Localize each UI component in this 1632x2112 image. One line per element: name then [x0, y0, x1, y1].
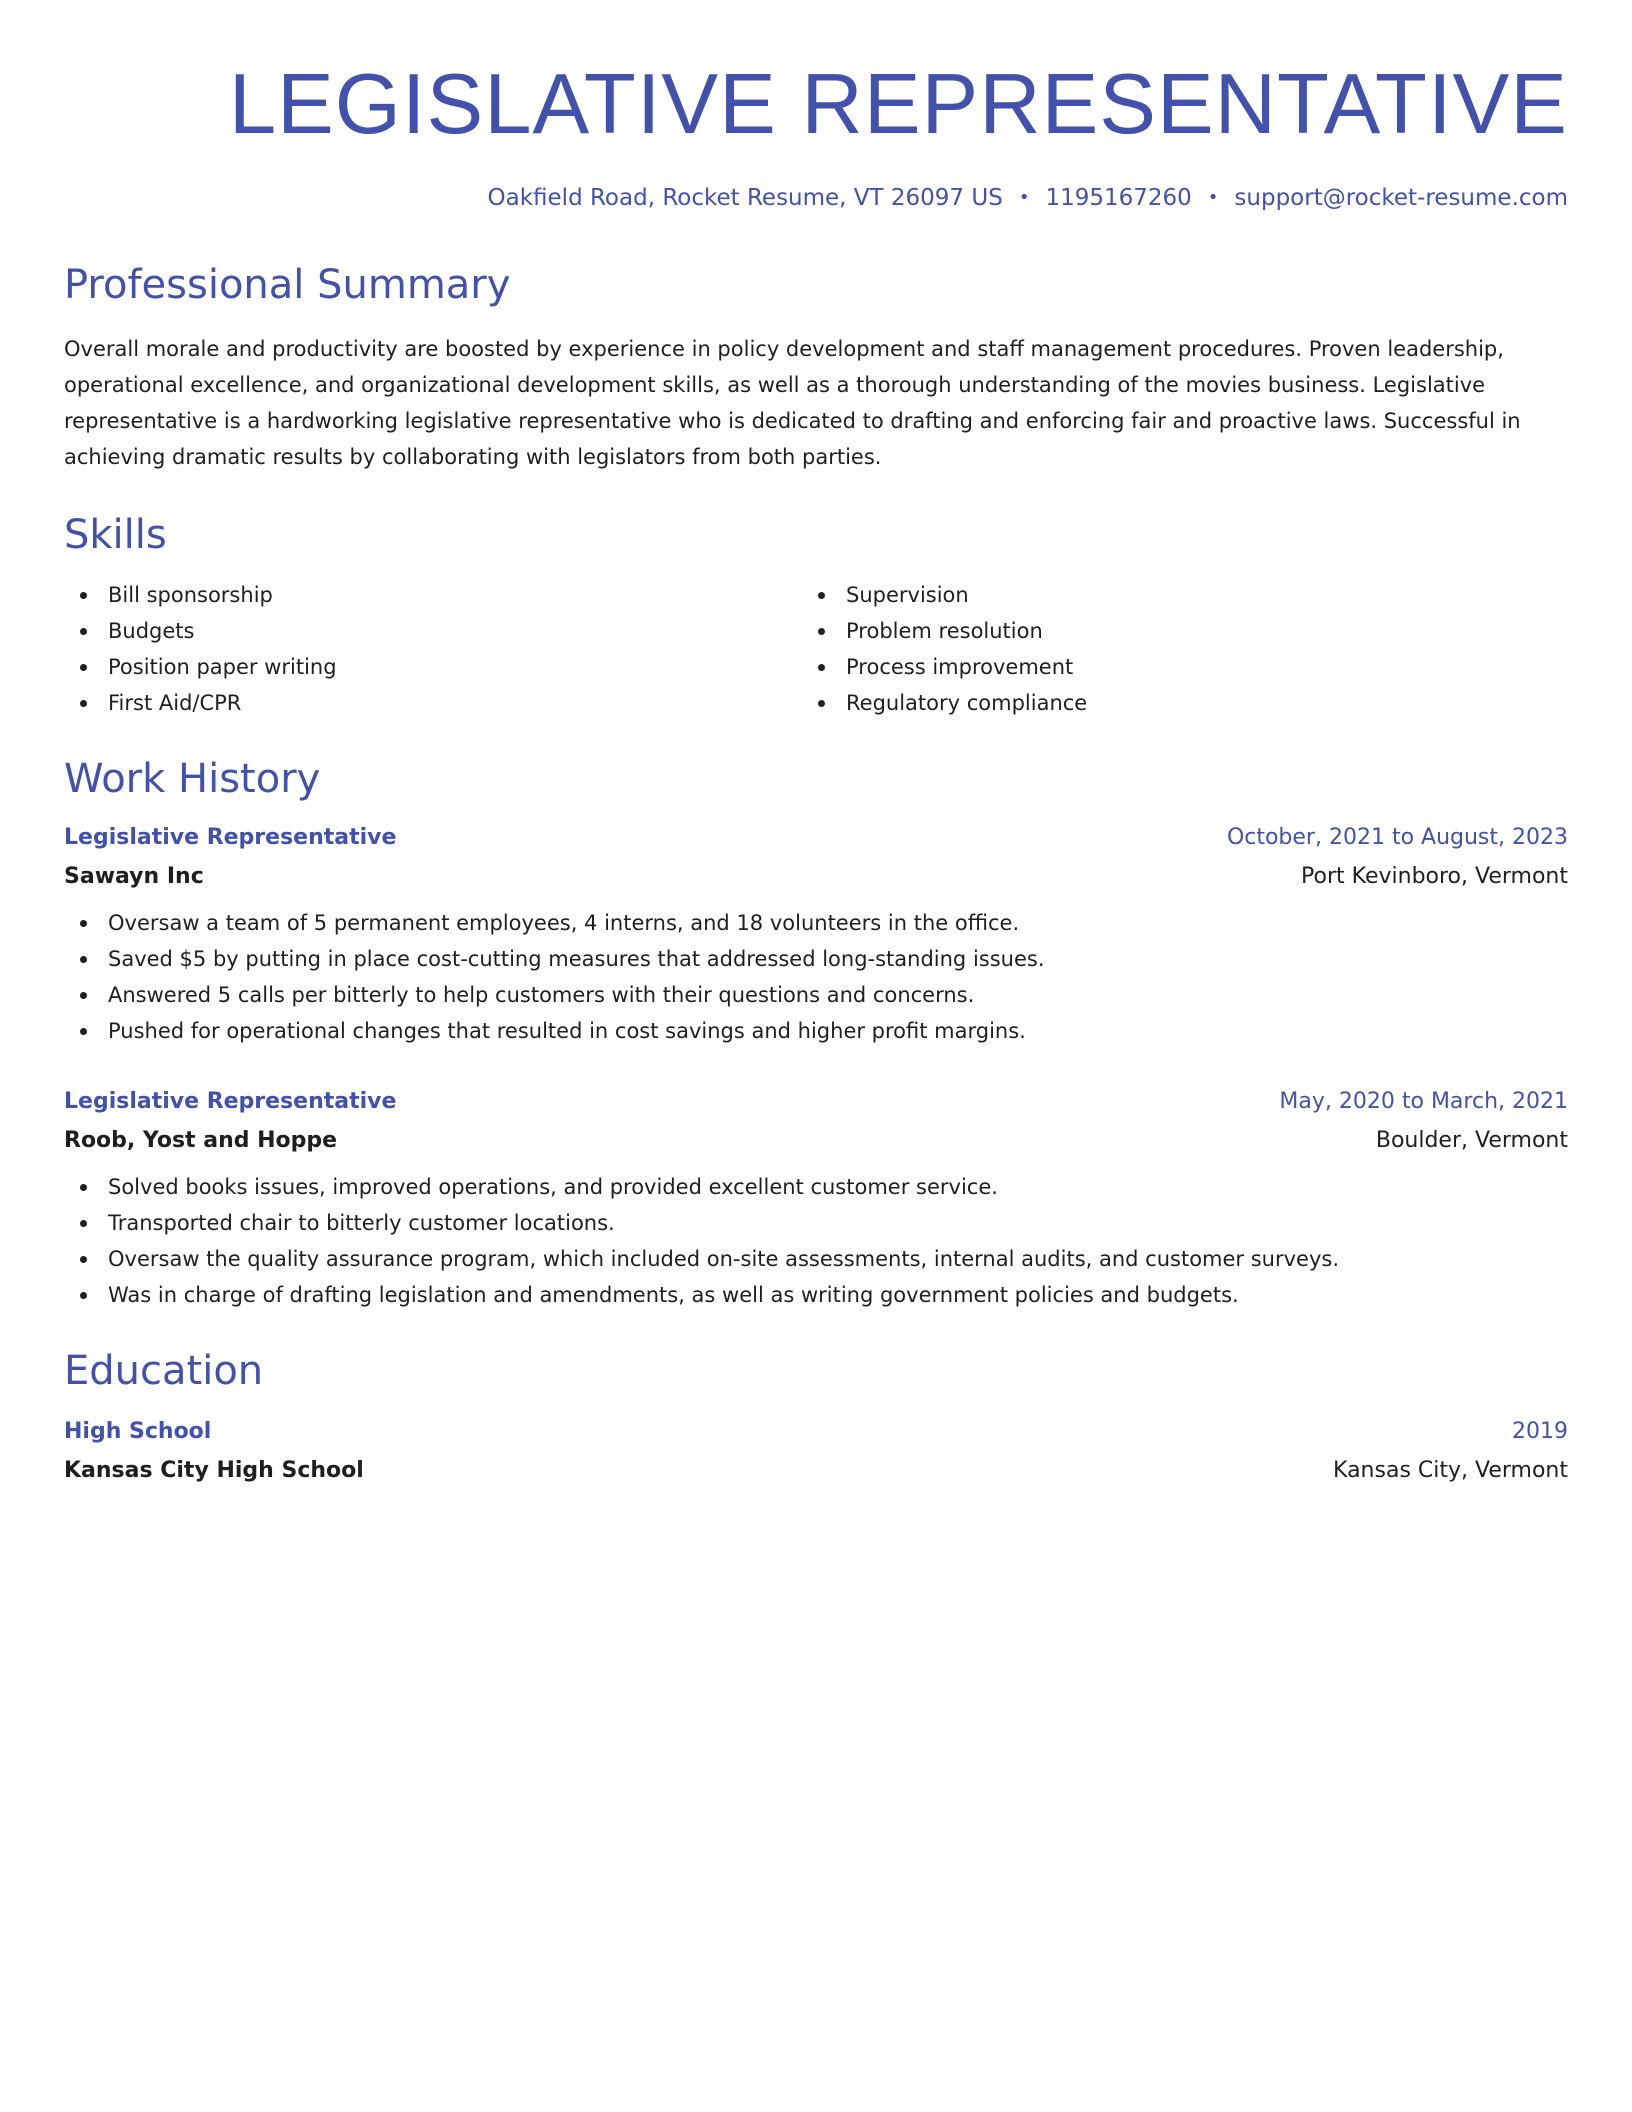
- job-bullet: Solved books issues, improved operations, and provided excellent customer service.: [64, 1169, 1568, 1205]
- contact-address: Oakfield Road, Rocket Resume, VT 26097 US: [487, 185, 1003, 211]
- contact-separator: •: [1018, 187, 1030, 208]
- contact-line: [64, 185, 1568, 211]
- education-location: Kansas City, Vermont: [1333, 1458, 1568, 1483]
- skill-item: Position paper writing: [64, 649, 816, 685]
- job-dates: October, 2021 to August, 2023: [1226, 825, 1568, 850]
- job-role: Legislative Representative: [64, 825, 397, 850]
- resume-title: LEGISLATIVE REPRESENTATIVE: [228, 57, 1568, 152]
- summary-text: Overall morale and productivity are boosted by experience in policy development and staff management procedures. Proven leadership, operational excellence, and organizational development skills, as well as a thorough understanding of the movies business. Legislative representative is a hardworking legislative representative who is dedicated to drafting and enforcing fair and proactive laws. Successful in achieving dramatic results by collaborating with legislators from both parties.: [64, 337, 1521, 469]
- job-dates: May, 2020 to March, 2021: [1279, 1089, 1568, 1114]
- education-header-row: [64, 1419, 1568, 1444]
- job-bullet: Transported chair to bitterly customer locations.: [64, 1205, 1568, 1241]
- skill-item: Process improvement: [816, 649, 1568, 685]
- contact-phone: 1195167260: [1045, 185, 1192, 211]
- job-bullets: [64, 905, 1568, 1049]
- job-bullets: [64, 1169, 1568, 1313]
- job-company: Sawayn Inc: [64, 864, 204, 889]
- job-bullet: Was in charge of drafting legislation and amendments, as well as writing government policies and budgets.: [64, 1277, 1568, 1313]
- skills-heading: Skills: [64, 512, 167, 558]
- skill-item: Bill sponsorship: [64, 577, 816, 613]
- job-bullet: Pushed for operational changes that resulted in cost savings and higher profit margins.: [64, 1013, 1568, 1049]
- work-history-heading: Work History: [64, 756, 321, 802]
- resume-header: [64, 57, 1568, 211]
- summary-heading: Professional Summary: [64, 262, 511, 308]
- skill-item: Supervision: [816, 577, 1568, 613]
- job-location: Port Kevinboro, Vermont: [1301, 864, 1568, 889]
- job-entry: [64, 825, 1568, 1049]
- skill-item: Budgets: [64, 613, 816, 649]
- job-company-row: [64, 1128, 1568, 1153]
- contact-email[interactable]: support@rocket-resume.com: [1234, 185, 1568, 211]
- skills-column-left: [64, 577, 816, 721]
- job-company-row: [64, 864, 1568, 889]
- job-entry: [64, 1089, 1568, 1313]
- job-bullet: Answered 5 calls per bitterly to help customers with their questions and concerns.: [64, 977, 1568, 1013]
- skills-column-right: [816, 577, 1568, 721]
- job-bullet: Oversaw the quality assurance program, which included on-site assessments, internal audits, and customer surveys.: [64, 1241, 1568, 1277]
- skills-list: [64, 577, 1568, 721]
- contact-separator: •: [1207, 187, 1219, 208]
- job-role: Legislative Representative: [64, 1089, 397, 1114]
- education-degree: High School: [64, 1419, 212, 1444]
- skill-item: Problem resolution: [816, 613, 1568, 649]
- job-header-row: [64, 1089, 1568, 1114]
- education-year: 2019: [1512, 1419, 1568, 1444]
- job-company: Roob, Yost and Hoppe: [64, 1128, 338, 1153]
- skill-item: First Aid/CPR: [64, 685, 816, 721]
- education-entry: [64, 1419, 1568, 1483]
- job-header-row: [64, 825, 1568, 850]
- education-heading: Education: [64, 1348, 264, 1394]
- resume-page: [0, 57, 1632, 2112]
- education-school: Kansas City High School: [64, 1458, 364, 1483]
- education-school-row: [64, 1458, 1568, 1483]
- job-location: Boulder, Vermont: [1375, 1128, 1568, 1153]
- job-bullet: Saved $5 by putting in place cost-cutting measures that addressed long-standing issues.: [64, 941, 1568, 977]
- skill-item: Regulatory compliance: [816, 685, 1568, 721]
- job-bullet: Oversaw a team of 5 permanent employees, 4 interns, and 18 volunteers in the office.: [64, 905, 1568, 941]
